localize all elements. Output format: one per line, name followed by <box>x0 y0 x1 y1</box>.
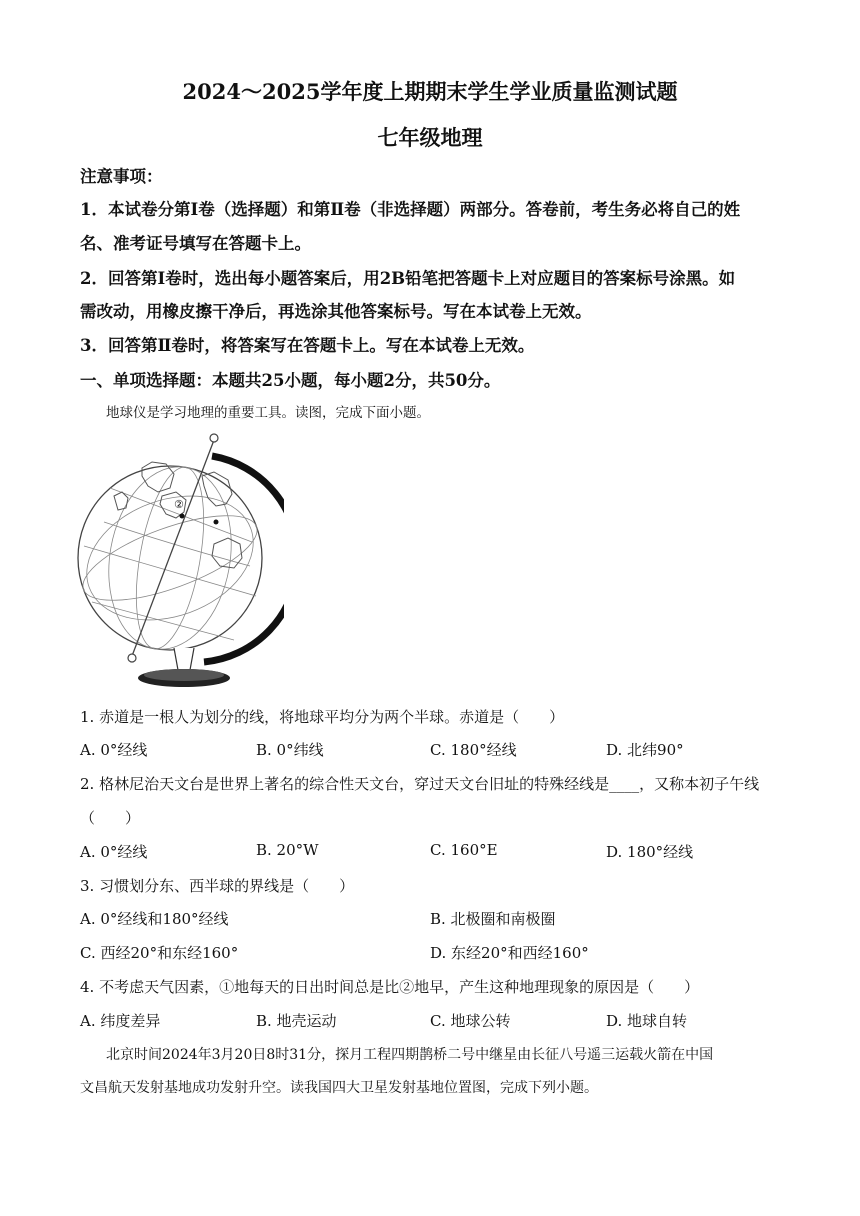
question-2-option-b: B. 20°W <box>256 841 319 859</box>
question-3-stem: 3. 习惯划分东、西半球的界线是（ ） <box>80 877 355 895</box>
question-3-option-b: B. 北极圈和南极圈 <box>430 910 556 928</box>
question-1-option-d: D. 北纬90° <box>606 741 684 759</box>
question-4-option-d: D. 地球自转 <box>606 1012 688 1030</box>
question-1-option-a: A. 0°经线 <box>80 741 148 759</box>
globe-figure <box>74 426 284 694</box>
section-heading: 一、单项选择题：本题共25小题，每小题2分，共50分。 <box>80 371 501 390</box>
globe-icon <box>74 434 284 687</box>
page-title: 2024～2025学年度上期期末学生学业质量监测试题 <box>182 79 678 104</box>
question-2-option-c: C. 160°E <box>430 841 498 859</box>
notice-heading: 注意事项： <box>80 167 163 186</box>
question-2-stem-continued: （ ） <box>80 809 141 827</box>
question-4-option-a: A. 纬度差异 <box>80 1012 161 1030</box>
question-4-option-b: B. 地壳运动 <box>256 1012 337 1030</box>
passage-line: 文昌航天发射基地成功发射升空。读我国四大卫星发射基地位置图，完成下列小题。 <box>80 1080 598 1096</box>
question-2-option-a: A. 0°经线 <box>80 843 148 861</box>
notice-line: 需改动，用橡皮擦干净后，再选涂其他答案标号。写在本试卷上无效。 <box>80 302 592 321</box>
notice-line: 3．回答第Ⅱ卷时，将答案写在答题卡上。写在本试卷上无效。 <box>80 336 535 355</box>
notice-line: 2．回答第Ⅰ卷时，选出每小题答案后，用2B铅笔把答题卡上对应题目的答案标号涂黑。如 <box>80 269 736 288</box>
question-1-stem: 1. 赤道是一根人为划分的线，将地球平均分为两个半球。赤道是（ ） <box>80 708 565 726</box>
question-2-option-d: D. 180°经线 <box>606 843 694 861</box>
question-3-option-a: A. 0°经线和180°经线 <box>80 910 229 928</box>
question-1-option-b: B. 0°纬线 <box>256 741 324 759</box>
page-subtitle: 七年级地理 <box>377 125 483 150</box>
question-1-option-c: C. 180°经线 <box>430 741 517 759</box>
globe-label-2: ② <box>174 498 184 511</box>
notice-line: 名、准考证号填写在答题卡上。 <box>80 234 311 253</box>
question-2-stem: 2. 格林尼治天文台是世界上著名的综合性天文台，穿过天文台旧址的特殊经线是____，又称本初子午线 <box>80 775 760 793</box>
question-3-option-c: C. 西经20°和东经160° <box>80 944 239 962</box>
section-intro: 地球仪是学习地理的重要工具。读图，完成下面小题。 <box>106 405 430 421</box>
question-4-stem: 4. 不考虑天气因素，①地每天的日出时间总是比②地早，产生这种地理现象的原因是（ ） <box>80 978 700 996</box>
question-3-option-d: D. 东经20°和西经160° <box>430 944 589 962</box>
notice-line: 1．本试卷分第Ⅰ卷（选择题）和第Ⅱ卷（非选择题）两部分。答卷前，考生务必将自己的姓 <box>80 200 741 219</box>
passage-line: 北京时间2024年3月20日8时31分，探月工程四期鹊桥二号中继星由长征八号遥三运载火箭在中国 <box>106 1047 714 1063</box>
question-4-option-c: C. 地球公转 <box>430 1012 511 1030</box>
